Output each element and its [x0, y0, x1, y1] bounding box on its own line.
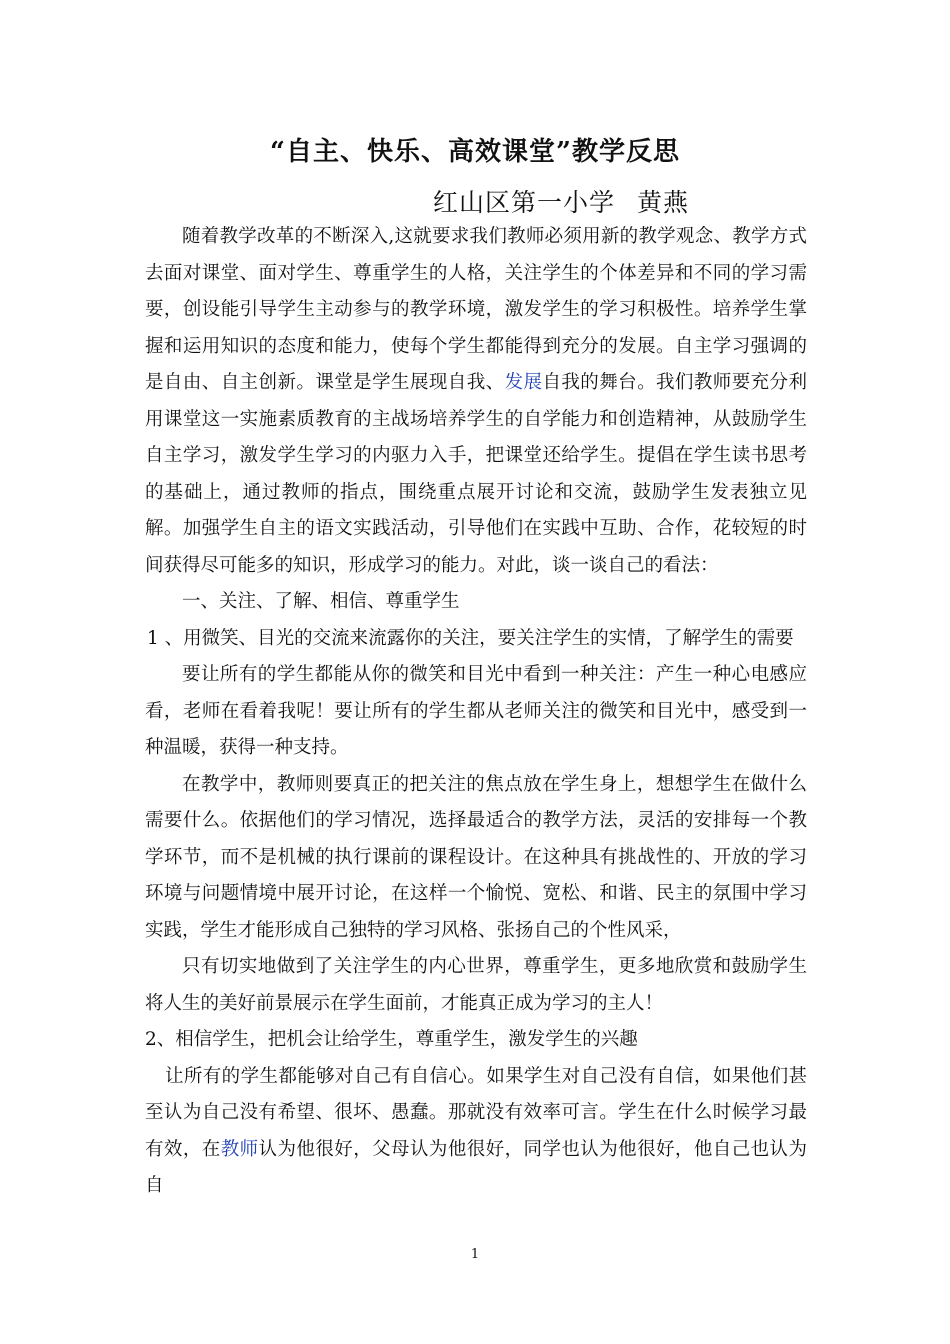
author-line: [433, 183, 689, 219]
document-title: “自主、快乐、高效课堂”教学反思: [270, 137, 680, 167]
paragraph-text: 认为他很好，父母认为他很好，同学也认为他很好，他自己也认为自: [145, 1138, 807, 1196]
link-jiaoshi[interactable]: 教师: [220, 1138, 259, 1160]
author-name: 黄燕: [637, 188, 690, 217]
paragraph-text: 随着教学改革的不断深入,这就要求我们教师必须用新的教学观念、教学方式去面对课堂、面对学生、尊重学生的人格，关注学生的个体差异和不同的学习需要，创设能引导学生主动参与的教学环境，激发学生的学习积极性。培养学生掌握和运用知识的态度和能力，使每个学生都能得到充分的发展。自主学习强调的是自由、自主创新。课堂是学生展现自我、: [145, 226, 807, 393]
page-number: 1: [470, 1247, 480, 1262]
section-heading-1: 一、关注、了解、相信、尊重学生: [182, 591, 460, 612]
subheading-2: 2、相信学生，把机会让给学生，尊重学生，激发学生的兴趣: [145, 1029, 638, 1050]
author-school: 红山区第一小学: [433, 188, 616, 217]
paragraph-3: 在教学中，教师则要真正的把关注的焦点放在学生身上，想想学生在做什么需要什么。依据他们的学习情况，选择最适合的教学方法，灵活的安排每一个教学环节，而不是机械的执行课前的课程设计。在这种具有挑战性的、开放的学习环境与问题情境中展开讨论，在这样一个愉悦、宽松、和谐、民主的氛围中学习实践，学生才能形成自己独特的学习风格、张扬自己的个性风采，: [145, 773, 807, 941]
paragraph-5: [145, 1059, 807, 1205]
link-fazhan[interactable]: 发展: [504, 372, 543, 393]
paragraph-intro: [145, 219, 807, 584]
subheading-1: 1 、用微笑、目光的交流来流露你的关注，要关注学生的实情，了解学生的需要: [147, 627, 794, 649]
paragraph-text: 自我的舞台。我们教师要充分利用课堂这一实施素质教育的主战场培养学生的自学能力和创造精神，从鼓励学生自主学习，激发学生学习的内驱力入手，把课堂还给学生。提倡在学生读书思考的基础上，通过教师的指点，围绕重点展开讨论和交流，鼓励学生发表独立见解。加强学生自主的语文实践活动，引导他们在实践中互助、合作，花较短的时间获得尽可能多的知识，形成学习的能力。对此，谈一谈自己的看法：: [145, 372, 807, 576]
paragraph-2: 要让所有的学生都能从你的微笑和目光中看到一种关注：产生一种心电感应看，老师在看着我呢！要让所有的学生都从老师关注的微笑和目光中，感受到一种温暖，获得一种支持。: [145, 664, 807, 758]
paragraph-text: 让所有的学生都能够对自己有自信心。如果学生对自己没有自信，如果他们甚至认为自己没有希望、很坏、愚蠢。那就没有效率可言。学生在什么时候学习最有效，在: [145, 1065, 807, 1160]
document-body: [145, 219, 807, 1205]
paragraph-4: 只有切实地做到了关注学生的内心世界，尊重学生，更多地欣赏和鼓励学生将人生的美好前景展示在学生面前，才能真正成为学习的主人！: [145, 956, 807, 1014]
